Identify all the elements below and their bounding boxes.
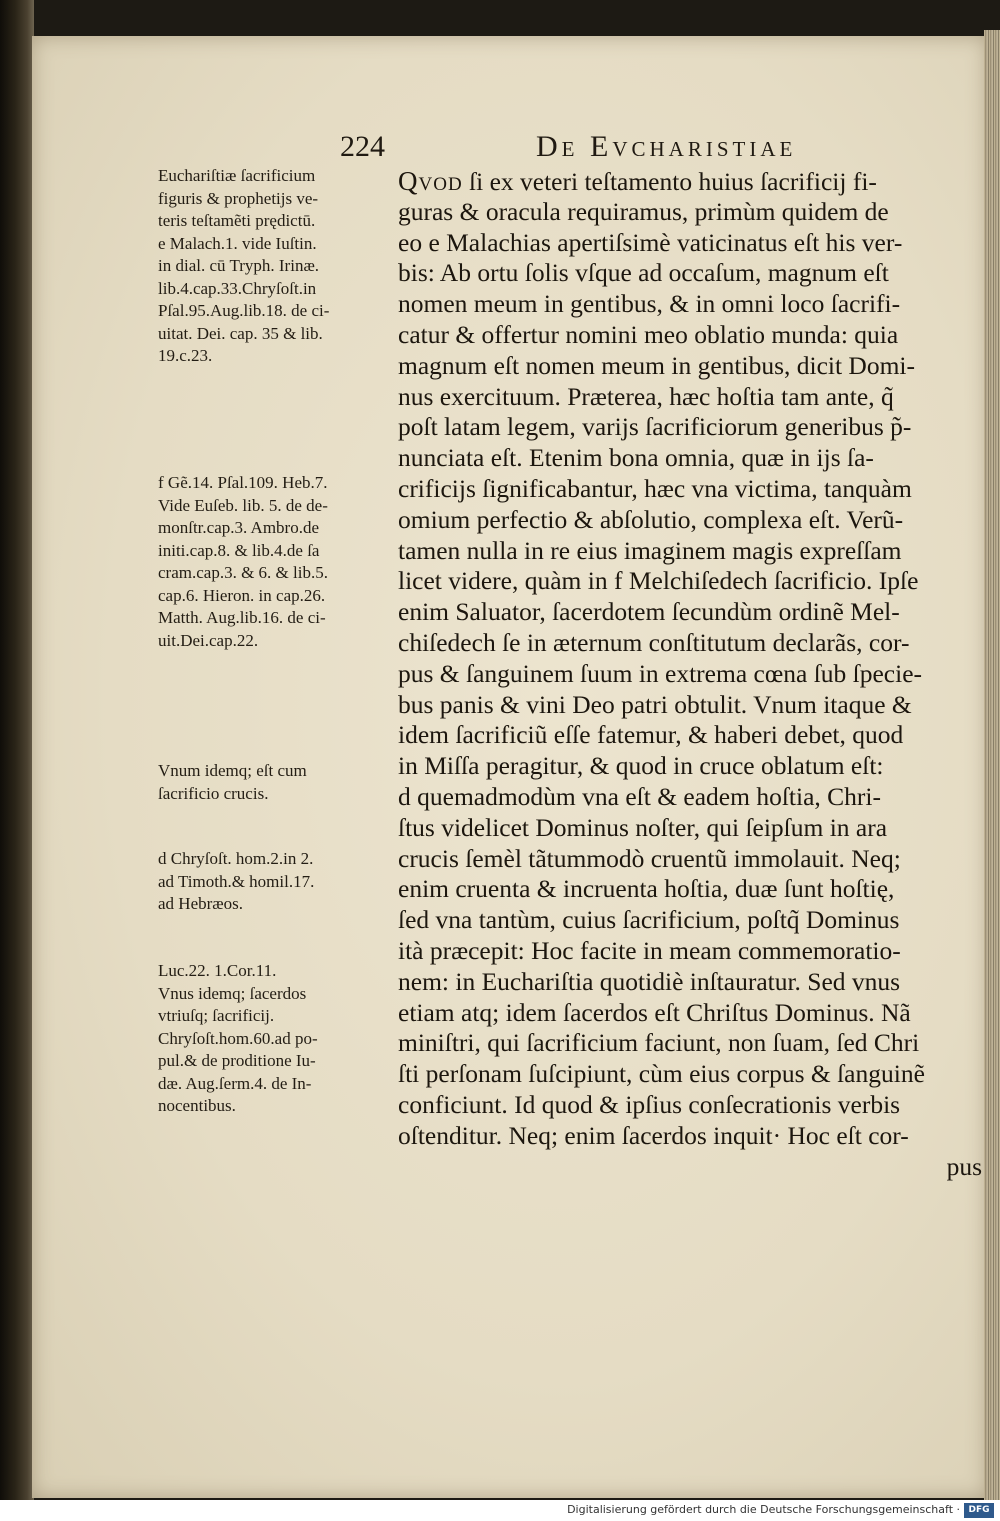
text-line: etiam atq; idem ſacerdos eſt Chriſtus Dominus. Nã — [398, 997, 911, 1027]
note-line: Pſal.95.Aug.lib.18. de ci- — [158, 301, 330, 320]
note-line: Matth. Aug.lib.16. de ci- — [158, 608, 326, 627]
margin-note-3 — [158, 760, 307, 805]
note-line: dæ. Aug.ſerm.4. de In- — [158, 1073, 312, 1093]
text-line: catur & offertur nomini meo oblatio munda: quia — [398, 319, 899, 349]
text-line: enim Saluator, ſacerdotem ſecundùm ordinẽ Mel- — [398, 597, 900, 627]
funding-credit: Digitalisierung gefördert durch die Deutsche Forschungsgemeinschaft · — [567, 1503, 960, 1516]
text-line: ſti perſonam ſuſcipiunt, cùm eius corpus & ſanguinẽ — [398, 1059, 925, 1089]
text-line: ità præcepit: Hoc facite in meam commemoratio- — [398, 935, 901, 965]
note-line: nocentibus. — [158, 1096, 236, 1115]
main-text — [398, 166, 990, 1182]
text-line: bis: Ab ortu ſolis vſque ad occaſum, magnum eſt — [398, 258, 889, 288]
note-line: Vnum idemq; eſt cum — [158, 761, 307, 780]
note-line: Chryſoſt.hom.60.ad po- — [158, 1028, 318, 1048]
note-line: uit.Dei.cap.22. — [158, 630, 259, 650]
note-line: ad Hebræos. — [158, 894, 243, 913]
text-line: chiſedech ſe in æternum conſtitutum declarãs, cor- — [398, 627, 910, 657]
text-line: pus & ſanguinem ſuum in extrema cœna ſub ſpecie- — [398, 658, 923, 688]
margin-note-1 — [158, 165, 329, 368]
text-line: magnum eſt nomen meum in gentibus, dicit Domi- — [398, 350, 916, 380]
note-line: vtriuſq; ſacrificij. — [158, 1006, 275, 1025]
text-line: poſt latam legem, varijs ſacrificiorum generibus p̃- — [398, 412, 912, 442]
text-line: guras & oracula requiramus, primùm quidem de — [398, 196, 889, 226]
text-line: conficiunt. Id quod & ipſius conſecrationis verbis — [398, 1089, 901, 1119]
note-line: uitat. Dei. cap. 35 & lib. — [158, 323, 323, 343]
note-line: lib.4.cap.33.Chryſoſt.in — [158, 278, 317, 298]
note-line: figuris & prophetijs ve- — [158, 188, 319, 208]
note-line: in dial. cū Tryph. Irinæ. — [158, 256, 320, 275]
note-line: initi.cap.8. & lib.4.de ſa — [158, 540, 320, 560]
text-line: nus exercituum. Præterea, hæc hoſtia tam ante, q̃ — [398, 381, 894, 411]
note-line: cap.6. Hieron. in cap.26. — [158, 585, 326, 605]
text-line: licet videre, quàm in f Melchiſedech ſacrificio. Ipſe — [398, 566, 919, 596]
text-line: nem: in Euchariſtia quotidiè inſtauratur. Sed vnus — [398, 966, 901, 996]
initial-word: Qvod — [398, 166, 463, 196]
note-line: Euchariſtiæ ſacrificium — [158, 166, 316, 185]
text-line: in Miſſa peragitur, & quod in cruce oblatum eſt: — [398, 751, 884, 781]
page-number: 224 — [340, 130, 385, 163]
text-line-first — [398, 166, 990, 197]
text-line: miniſtri, qui ſacrificium faciunt, non ſuam, ſed Chri — [398, 1028, 920, 1058]
first-line-text: ſi ex veteri teſtamento huius ſacrificij fi- — [462, 167, 877, 196]
text-line: d quemadmodùm vna eſt & eadem hoſtia, Chri- — [398, 781, 881, 811]
text-line: crucis ſemèl tãtummodò cruentũ immolauit. Neq; — [398, 843, 901, 873]
note-line: Vnus idemq; ſacerdos — [158, 983, 307, 1003]
margin-note-5 — [158, 960, 318, 1118]
note-line: 19.c.23. — [158, 346, 213, 365]
running-title: De Evcharistiae — [536, 130, 797, 163]
note-line: e Malach.1. vide Iuſtin. — [158, 233, 317, 253]
text-line: tamen nulla in re eius imaginem magis expreſſam — [398, 535, 902, 565]
text-line: idem ſacrificiũ eſſe fatemur, & haberi debet, quod — [398, 720, 904, 750]
text-line: eo e Malachias apertiſsimè vaticinatus eſt his ver- — [398, 227, 903, 257]
text-line: oſtenditur. Neq; enim ſacerdos inquit· Hoc eſt cor- — [398, 1120, 909, 1150]
text-line: nunciata eſt. Etenim bona omnia, quæ in ijs ſa- — [398, 443, 874, 473]
note-line: Luc.22. 1.Cor.11. — [158, 961, 277, 980]
margin-note-4 — [158, 848, 314, 916]
note-line: cram.cap.3. & 6. & lib.5. — [158, 563, 328, 582]
text-line: omium perfectio & abſolutio, complexa eſt. Verũ- — [398, 504, 904, 534]
note-line: Vide Euſeb. lib. 5. de de- — [158, 495, 328, 515]
note-line: monſtr.cap.3. Ambro.de — [158, 518, 320, 537]
note-line: d Chryſoſt. hom.2.in 2. — [158, 849, 314, 868]
note-line: pul.& de proditione Iu- — [158, 1051, 316, 1070]
note-line: f Gẽ.14. Pſal.109. Heb.7. — [158, 473, 328, 492]
text-line: bus panis & vini Deo patri obtulit. Vnum itaque & — [398, 689, 912, 719]
margin-note-2 — [158, 472, 328, 652]
text-line: enim cruenta & incruenta hoſtia, duæ ſunt hoſtię, — [398, 874, 895, 904]
note-line: ſacrificio crucis. — [158, 783, 269, 803]
text-line: nomen meum in gentibus, & in omni loco ſacrifi- — [398, 289, 901, 319]
text-line: ſtus videlicet Dominus noſter, qui ſeipſum in ara — [398, 812, 888, 842]
footer-bar — [0, 1500, 1000, 1521]
text-line: ſed vna tantùm, cuius ſacrificium, poſtq̃ Dominus — [398, 905, 900, 935]
catchword: pus — [946, 1151, 982, 1181]
text-line: crificijs ſignificabantur, hæc vna victima, tanquàm — [398, 473, 912, 503]
note-line: ad Timoth.& homil.17. — [158, 871, 315, 891]
dfg-logo-icon: DFG — [964, 1503, 994, 1518]
book-spine-shadow — [0, 0, 34, 1500]
note-line: teris teſtamẽti prędictū. — [158, 211, 316, 230]
